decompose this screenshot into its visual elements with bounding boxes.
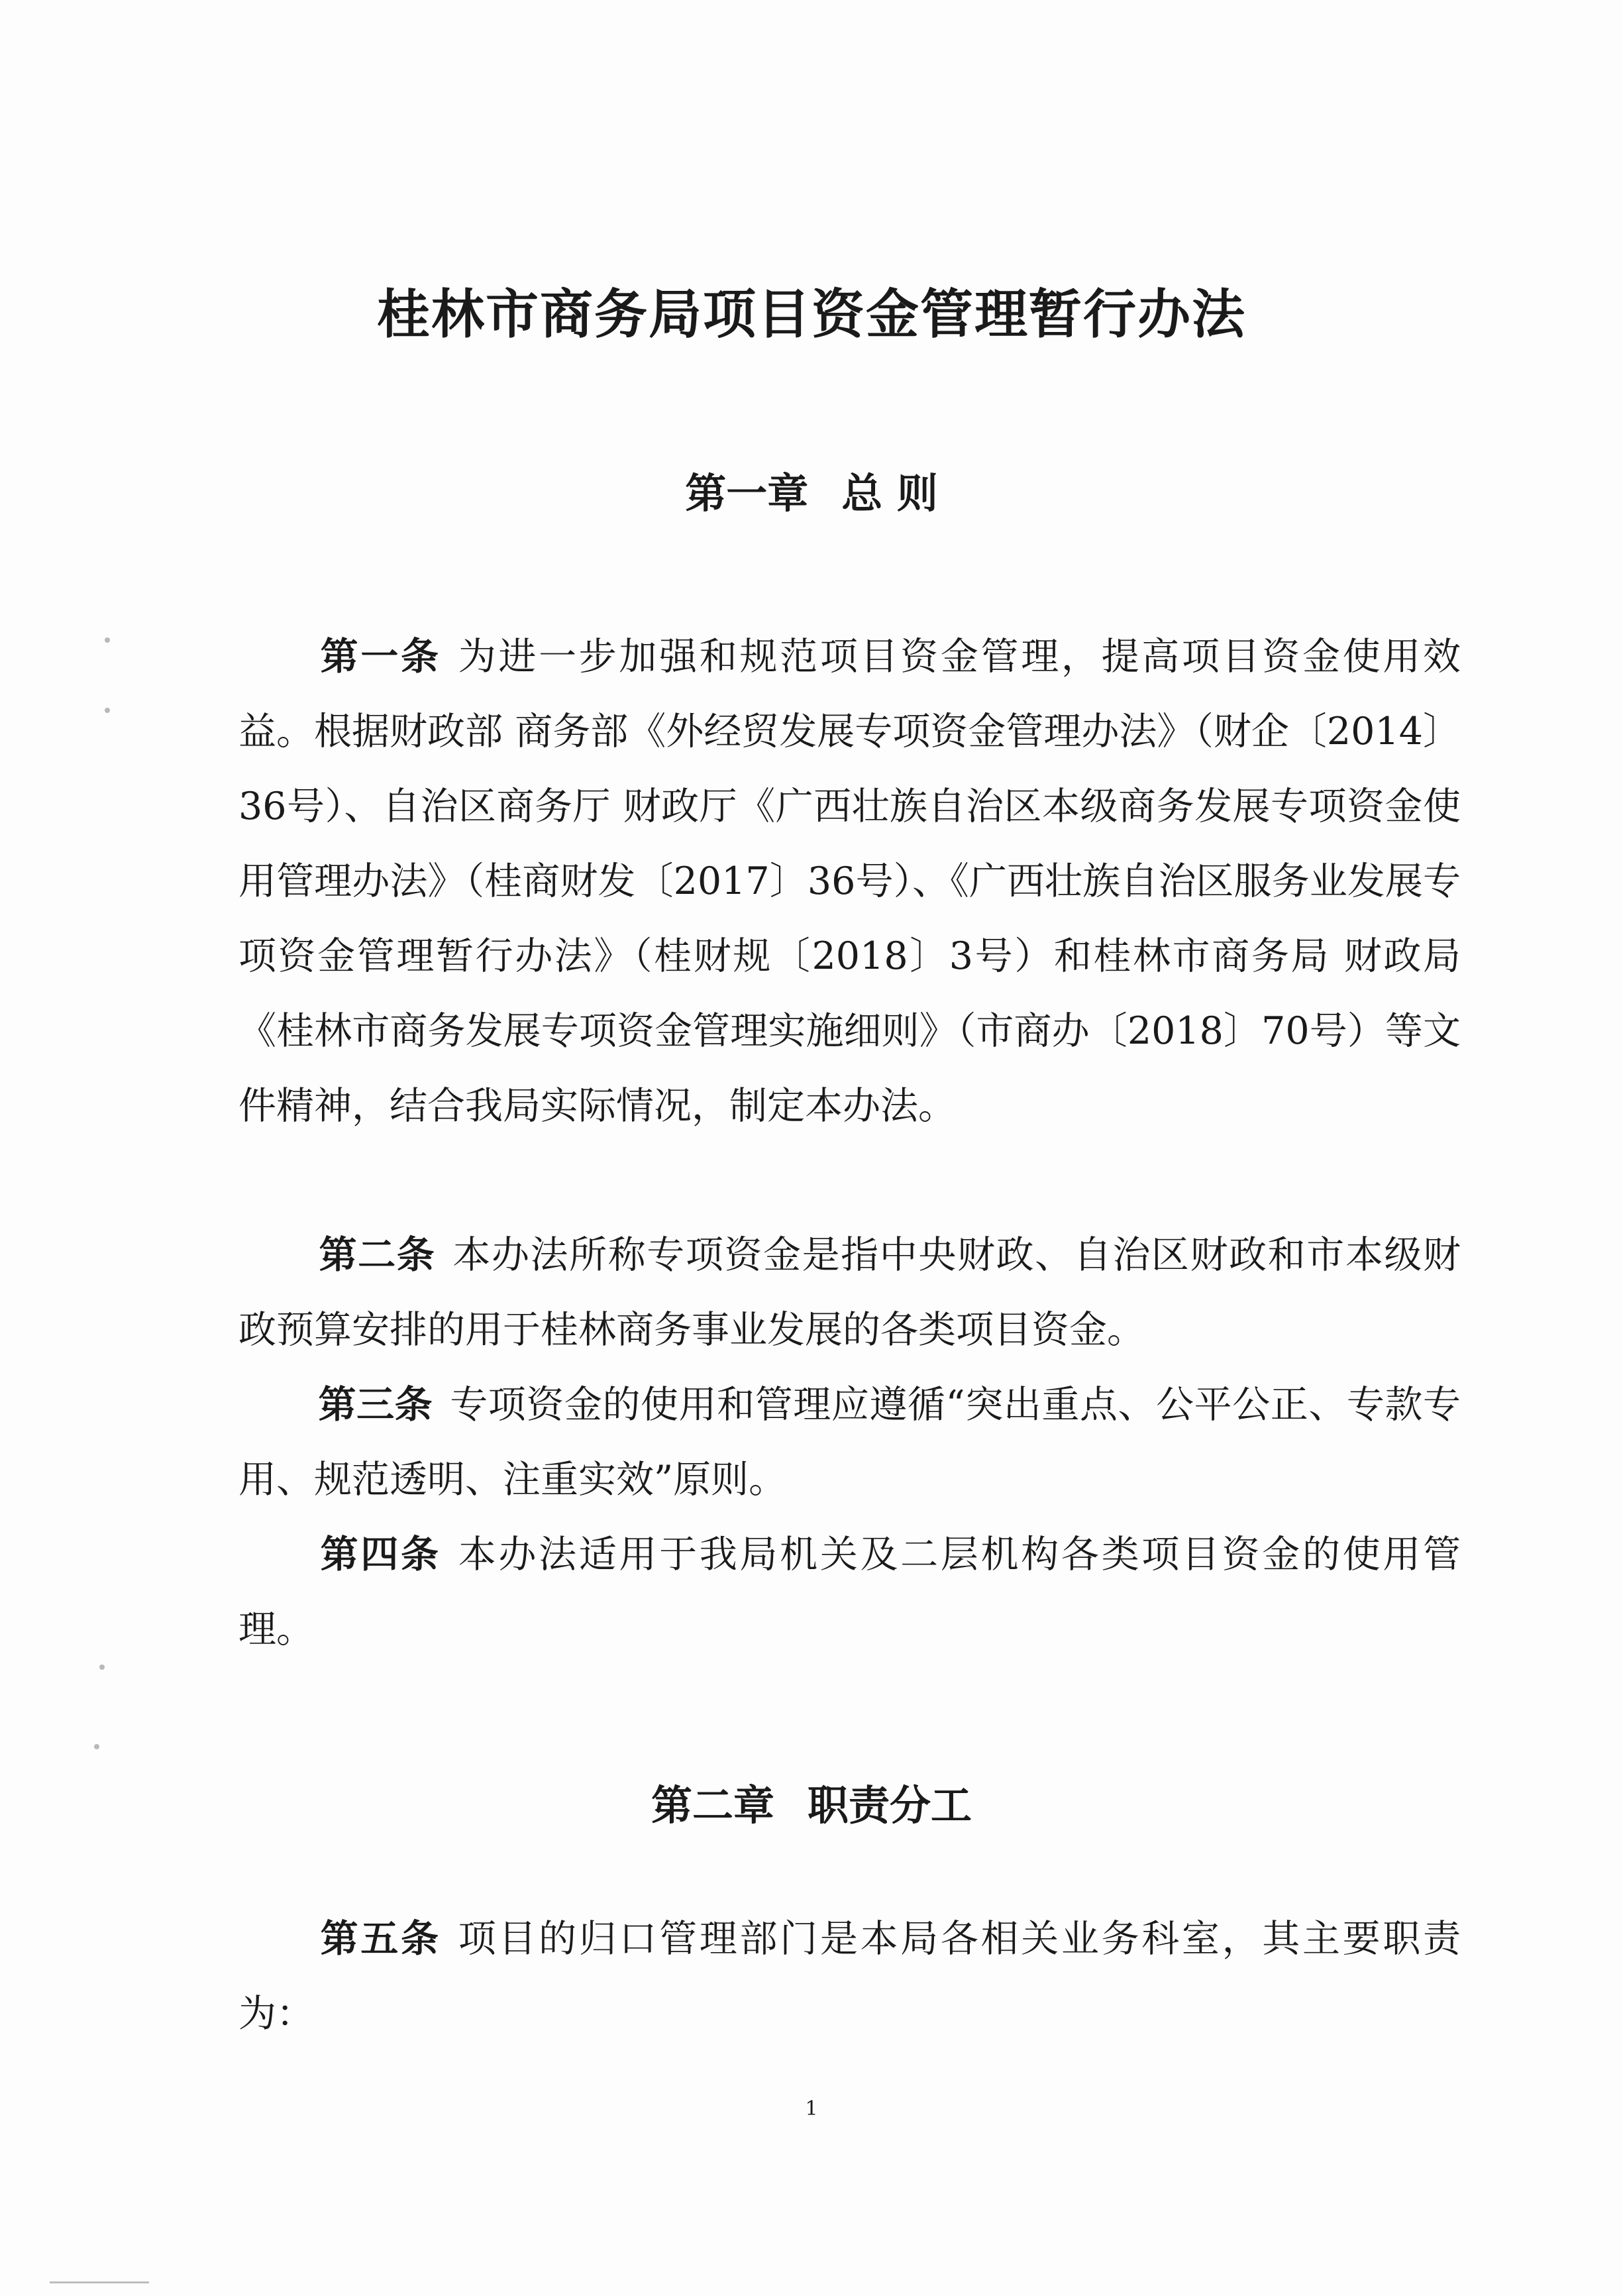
- page-number: 1: [805, 2097, 818, 2120]
- chapter-number: 第二章: [651, 1781, 774, 1830]
- article-1: [238, 620, 1461, 1144]
- scan-speck: [105, 637, 110, 643]
- scan-edge-line: [50, 2281, 149, 2283]
- article-4: [238, 1517, 1461, 1667]
- scan-speck: [94, 1744, 99, 1749]
- article-3: [238, 1368, 1461, 1517]
- chapter-number: 第一章: [685, 469, 809, 518]
- article-text: 为进一步加强和规范项目资金管理，提高项目资金使用效益。根据财政部 商务部《外经贸发展专项资金管理办法》（财企〔2014〕36号）、自治区商务厅 财政厅《广西壮族自治区本级商务发展专项资金使用管理办法》（桂商财发〔2017〕36号）、《广西壮族自治区服务业发展专项资金管理暂行办法》（桂财规〔2018〕3号）和桂林市商务局 财政局《桂林市商务发展专项资金管理实施细则》（市商办〔2018〕70号）等文件精神，结合我局实际情况，制定本办法。: [238, 635, 1461, 1128]
- scan-speck: [105, 708, 110, 713]
- article-label: 第二条: [318, 1233, 436, 1277]
- article-text: 本办法适用于我局机关及二层机构各类项目资金的使用管理。: [238, 1533, 1461, 1651]
- article-label: 第一条: [318, 635, 441, 679]
- article-label: 第四条: [318, 1533, 441, 1576]
- article-text: 本办法所称专项资金是指中央财政、自治区财政和市本级财政预算安排的用于桂林商务事业发展的各类项目资金。: [238, 1233, 1461, 1352]
- article-label: 第五条: [318, 1917, 441, 1961]
- article-text: 专项资金的使用和管理应遵循“突出重点、公平公正、专款专用、规范透明、注重实效”原则。: [238, 1383, 1461, 1502]
- article-5: [238, 1902, 1461, 2051]
- article-label: 第三条: [318, 1383, 433, 1427]
- chapter-title: 总 则: [841, 469, 938, 518]
- scan-speck: [99, 1665, 105, 1670]
- article-2: [238, 1218, 1461, 1368]
- article-text: 项目的归口管理部门是本局各相关业务科室，其主要职责为：: [238, 1917, 1461, 2036]
- chapter-heading-1: [0, 464, 1623, 523]
- chapter-heading-2: [0, 1776, 1623, 1835]
- document-title: 桂林市商务局项目资金管理暂行办法: [377, 284, 1246, 345]
- chapter-title: 职责分工: [808, 1781, 972, 1830]
